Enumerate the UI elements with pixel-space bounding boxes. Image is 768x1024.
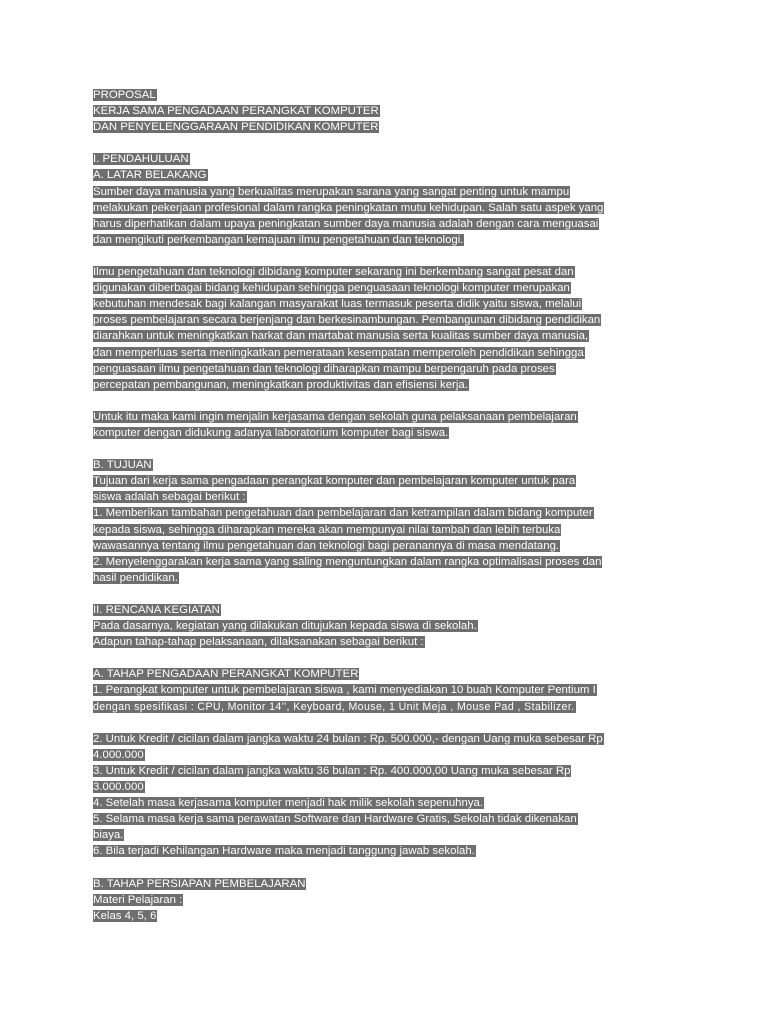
- section-rencana-kegiatan: [93, 602, 673, 924]
- list-item: biaya.: [93, 829, 124, 842]
- spacer: [93, 586, 673, 602]
- subsection-heading: B. TAHAP PERSIAPAN PEMBELAJARAN: [93, 877, 306, 890]
- text-line: Pada dasarnya, kegiatan yang dilakukan ditujukan kepada siswa di sekolah.: [93, 620, 477, 633]
- text-line: Tujuan dari kerja sama pengadaan perangkat komputer dan pembelajaran komputer untuk para: [93, 475, 576, 488]
- list-item: 5. Selama masa kerja sama perawatan Software dan Hardware Gratis, Sekolah tidak dikenakan: [93, 813, 577, 826]
- text-line: diarahkan untuk meningkatkan harkat dan martabat manusia serta kualitas sumber daya manusia,: [93, 330, 589, 343]
- text-line: Untuk itu maka kami ingin menjalin kerjasama dengan sekolah guna pelaksanaan pembelajaran: [93, 410, 577, 423]
- list-item: 4. Setelah masa kerjasama komputer menjadi hak milik sekolah sepenuhnya.: [93, 797, 484, 810]
- text-line: siswa adalah sebagai berikut :: [93, 491, 246, 504]
- text-line: PROPOSAL: [93, 89, 156, 101]
- spacer: [93, 715, 673, 731]
- text-line: 1. Memberikan tambahan pengetahuan dan pembelajaran dan ketrampilan dalam bidang komputer: [93, 507, 593, 520]
- list-item: 4.000.000: [93, 748, 144, 761]
- text-line: wawasannya tentang ilmu pengetahuan dan teknologi bagi peranannya di masa mendatang.: [93, 539, 560, 552]
- paragraph: [93, 409, 673, 441]
- list-item: 3. Untuk Kredit / cicilan dalam jangka waktu 36 bulan : Rp. 400.000,00 Uang muka sebesar Rp: [93, 764, 571, 777]
- section-heading: I. PENDAHULUAN: [93, 153, 189, 166]
- text-line: kebutuhan mendesak bagi kalangan masyarakat luas termasuk peserta didik yaitu siswa, melalui: [93, 298, 582, 311]
- spacer: [93, 393, 673, 409]
- text-line: Ilmu pengetahuan dan teknologi dibidang komputer sekarang ini berkembang sangat pesat dan: [93, 266, 574, 279]
- text-line: proses pembelajaran secara berjenjang dan berkesinambungan. Pembangunan dibidang pendidikan: [93, 314, 601, 327]
- spacer: [93, 135, 673, 151]
- subsection-heading: A. TAHAP PENGADAAN PERANGKAT KOMPUTER: [93, 668, 359, 681]
- text-line: hasil pendidikan.: [93, 571, 178, 584]
- text-line: Materi Pelajaran :: [93, 893, 183, 906]
- list-item: 3.000.000: [93, 781, 144, 794]
- paragraph: [93, 184, 673, 248]
- text-line: dan memperluas serta meningkatkan pemerataan kesempatan memperoleh pendidikan sehingga: [93, 346, 584, 359]
- spacer: [93, 248, 673, 264]
- list-item: 6. Bila terjadi Kehilangan Hardware maka menjadi tanggung jawab sekolah.: [93, 845, 475, 858]
- subsection-heading: A. LATAR BELAKANG: [93, 169, 207, 182]
- text-line: digunakan diberbagai bidang kehidupan sehingga penguasaan teknologi komputer merupakan: [93, 282, 570, 295]
- text-line: penguasaan ilmu pengetahuan dan teknologi diharapkan mampu berpengaruh pada proses: [93, 362, 555, 375]
- text-line: Kelas 4, 5, 6: [93, 909, 157, 922]
- spacer: [93, 441, 673, 457]
- paragraph: [93, 473, 673, 586]
- text-line: DAN PENYELENGGARAAN PENDIDIKAN KOMPUTER: [93, 121, 379, 134]
- document-title: [93, 87, 673, 135]
- text-line: Sumber daya manusia yang berkualitas merupakan sarana yang sangat penting untuk mampu: [93, 185, 570, 198]
- text-line: Adapun tahap-tahap pelaksanaan, dilaksanakan sebagai berikut :: [93, 636, 424, 649]
- document-page: [93, 87, 673, 924]
- list-item: 2. Untuk Kredit / cicilan dalam jangka waktu 24 bulan : Rp. 500.000,- dengan Uang muka sebesar Rp: [93, 732, 603, 745]
- section-pendahuluan: [93, 151, 673, 586]
- text-line: komputer dengan didukung adanya laboratorium komputer bagi siswa.: [93, 426, 449, 439]
- text-line: kepada siswa, sehingga diharapkan mereka akan mempunyai nilai tambah dan lebih terbuka: [93, 523, 561, 536]
- spacer: [93, 650, 673, 666]
- text-line: melakukan pekerjaan profesional dalam rangka peningkatan mutu kehidupan. Salah satu aspek yang: [93, 201, 604, 214]
- spacer: [93, 860, 673, 876]
- text-line: percepatan pembangunan, meningkatkan produktivitas dan efisiensi kerja.: [93, 378, 468, 391]
- text-line: 2. Menyelenggarakan kerja sama yang saling menguntungkan dalam rangka optimalisasi proses dan: [93, 555, 602, 568]
- text-line: KERJA SAMA PENGADAAN PERANGKAT KOMPUTER: [93, 105, 379, 118]
- paragraph: [93, 264, 673, 393]
- text-line: harus diperhatikan dalam upaya peningkatan sumber daya manusia adalah dengan cara menguasai: [93, 217, 599, 230]
- subsection-heading: B. TUJUAN: [93, 459, 152, 472]
- list: [93, 731, 673, 860]
- text-line: 1. Perangkat komputer untuk pembelajaran siswa , kami menyediakan 10 buah Komputer Pentium I: [93, 684, 596, 697]
- text-line: dengan spesifikasi : CPU, Monitor 14'', Keyboard, Mouse, 1 Unit Meja , Mouse Pad , Stabilizer.: [93, 700, 575, 713]
- section-heading: II. RENCANA KEGIATAN: [93, 604, 220, 616]
- text-line: dan mengikuti perkembangan kemajuan ilmu pengetahuan dan teknologi.: [93, 233, 464, 246]
